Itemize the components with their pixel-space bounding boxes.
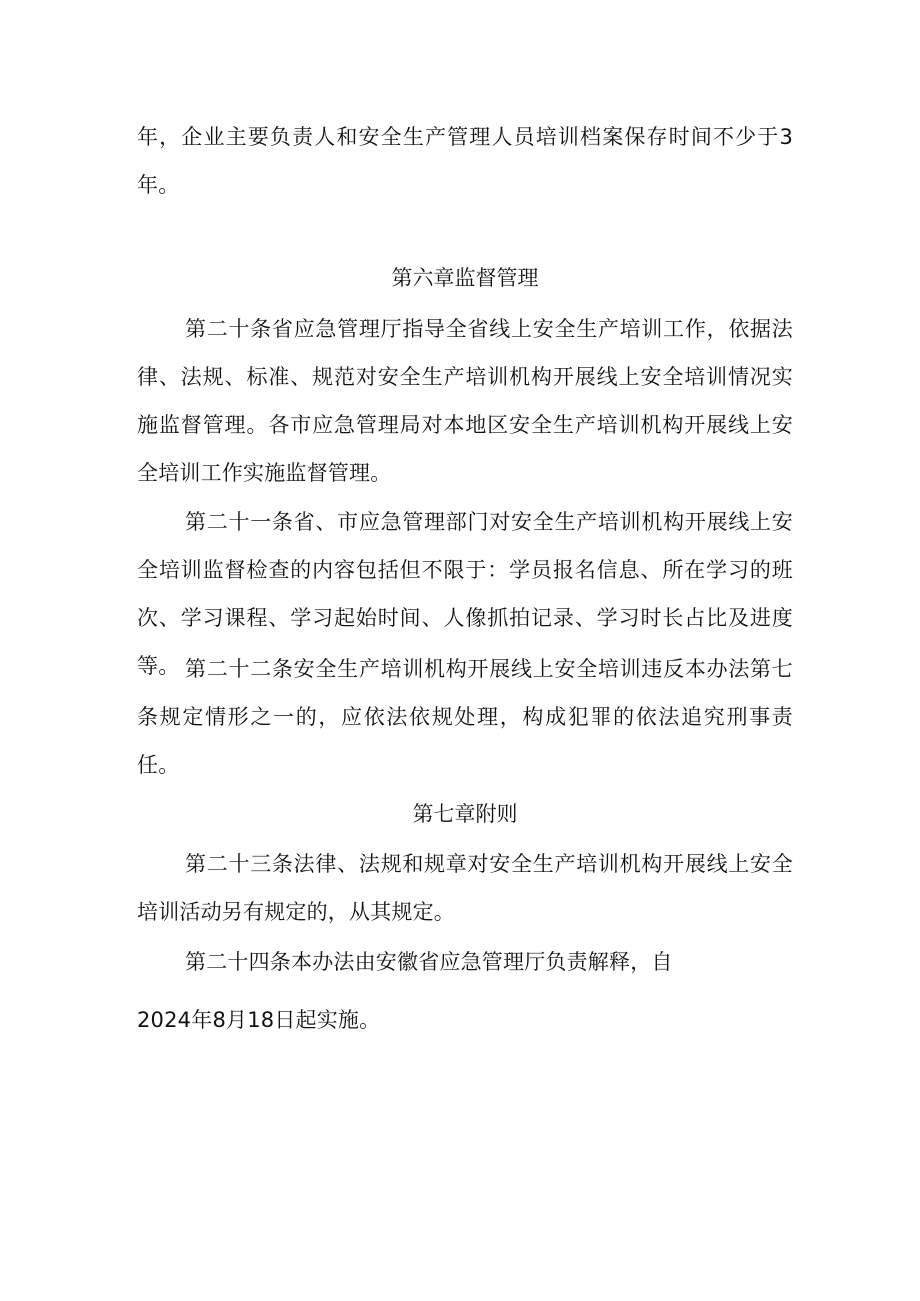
chapter-7-title: 第七章附则: [412, 802, 518, 826]
chapter-6-title: 第六章监督管理: [391, 266, 539, 290]
effective-date: 2024年8月18日起实施。: [137, 1008, 381, 1032]
article-21: 第二十一条省、市应急管理部门对安全生产培训机构开展线上安全培训监督检查的内容包括但不限于：学员报名信息、所在学习的班次、学习课程、学习起始时间、人像抓拍记录、学习时长占比及进度等。: [137, 510, 793, 678]
article-22: 第二十二条安全生产培训机构开展线上安全培训违反本办法第七条规定情形之一的，应依法依规处理，构成犯罪的依法追究刑事责任。: [137, 657, 793, 777]
article-20: 第二十条省应急管理厅指导全省线上安全生产培训工作，依据法律、法规、标准、规范对安全生产培训机构开展线上安全培训情况实施监督管理。各市应急管理局对本地区安全生产培训机构开展线上安全培训工作实施监督管理。: [137, 317, 793, 485]
continuation-paragraph: 年，企业主要负责人和安全生产管理人员培训档案保存时间不少于3年。: [137, 125, 793, 197]
article-23: 第二十三条法律、法规和规章对安全生产培训机构开展线上安全培训活动另有规定的，从其规定。: [137, 852, 793, 924]
article-24: 第二十四条本办法由安徽省应急管理厅负责解释，自: [185, 950, 673, 974]
